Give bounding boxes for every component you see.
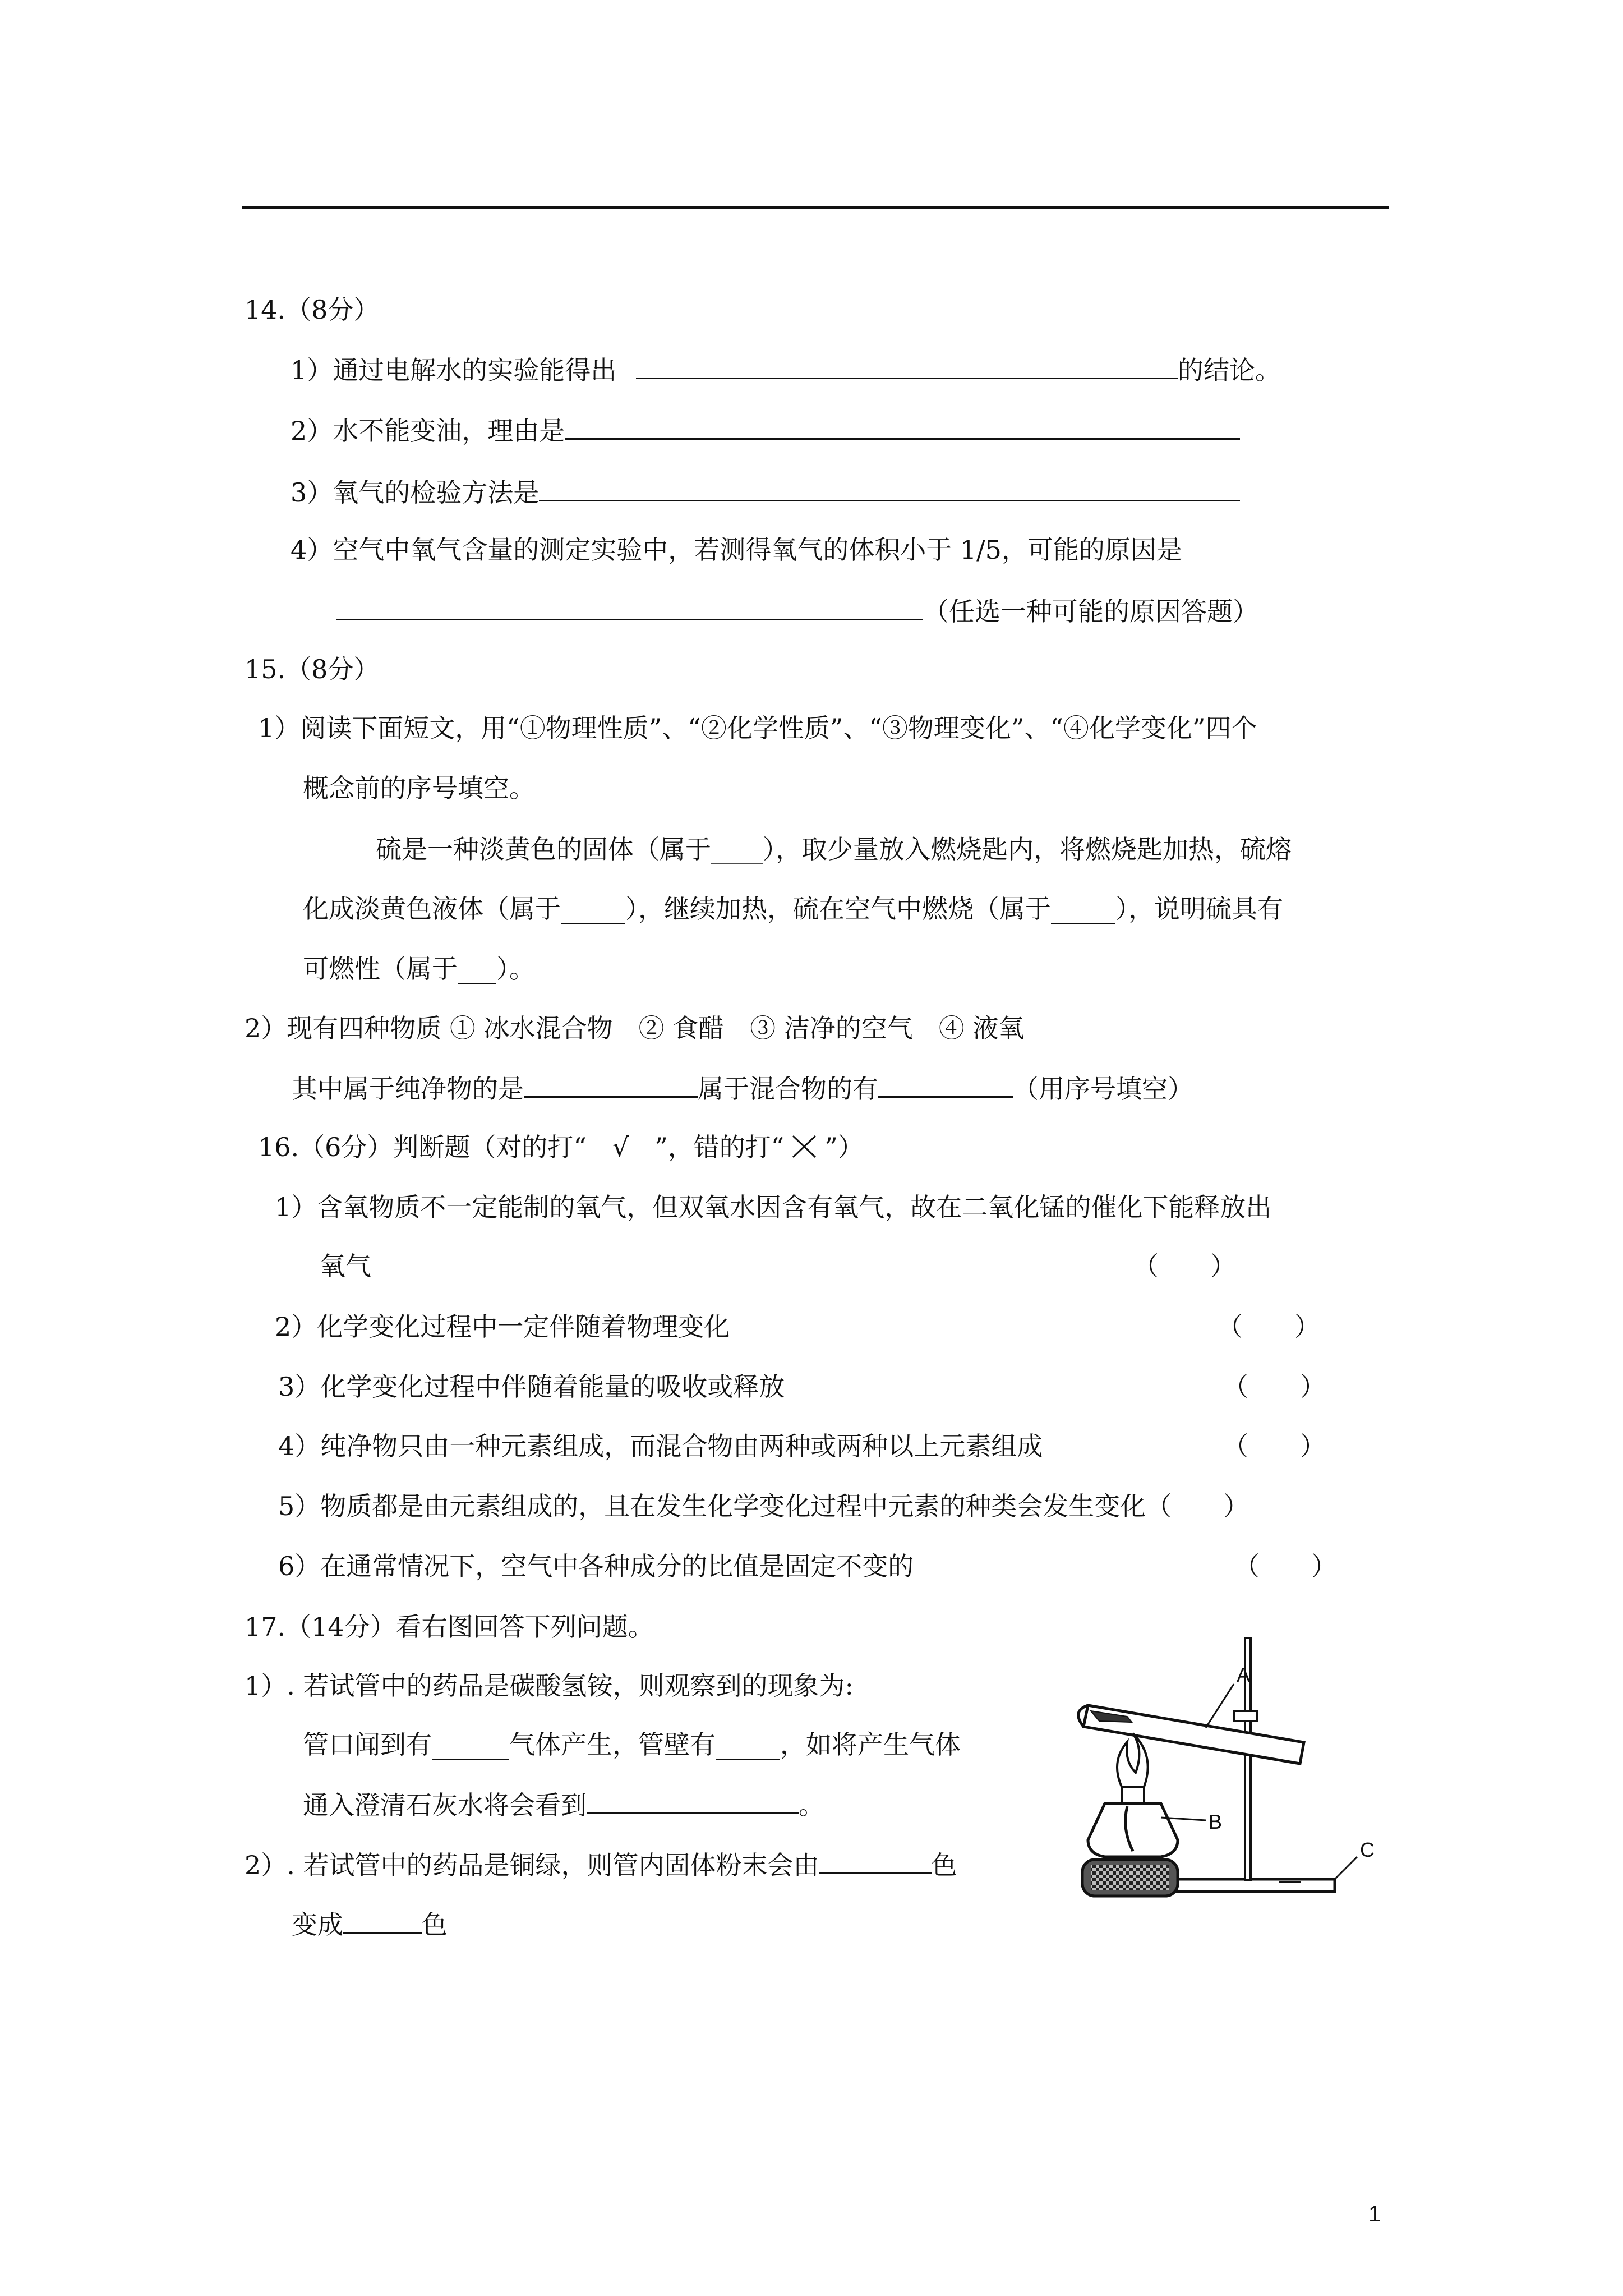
q16-item-6: 6）在通常情况下，空气中各种成分的比值是固定不变的 — [278, 1551, 914, 1581]
q17-item-1-line-3 — [303, 1787, 824, 1822]
answer-paren[interactable]: （ ） — [1217, 1312, 1320, 1342]
q17-becomes-text: 变成 — [292, 1910, 343, 1940]
q16-item-1-cont: 氧气 — [320, 1251, 371, 1281]
q15-item-1: 1）阅读下面短文，用“①物理性质”、“②化学性质”、“③物理变化”、“④化学变化”四个 — [258, 713, 1257, 743]
q14-item-2 — [291, 412, 1240, 448]
alcohol-lamp — [1088, 1787, 1178, 1857]
answer-paren[interactable]: （ ） — [1234, 1551, 1337, 1581]
header-rule — [242, 206, 1389, 209]
q15-passage-line-2: 化成淡黄色液体（属于_____），继续加热，硫在空气中燃烧（属于_____），说明硫具有 — [303, 894, 1283, 924]
q16-item-2: 2）化学变化过程中一定伴随着物理变化 — [275, 1312, 730, 1342]
label-a: A — [1237, 1663, 1251, 1686]
q14-title: 14.（8分） — [245, 295, 380, 325]
q14-item-1-text: 1）通过电解水的实验能得出 — [291, 355, 617, 385]
q16-item-3: 3）化学变化过程中伴随着能量的吸收或释放 — [278, 1372, 785, 1402]
q15-pure-label: 其中属于纯净物的是 — [292, 1074, 524, 1104]
q14-item-2-text: 2）水不能变油，理由是 — [291, 416, 565, 446]
q16-title-suffix: ”） — [824, 1132, 864, 1162]
q16-title — [258, 1130, 864, 1164]
q14-item-4-answer — [336, 593, 1258, 628]
answer-blank[interactable] — [343, 1906, 422, 1934]
label-c: C — [1360, 1838, 1375, 1861]
q15-mixture-label: 属于混合物的有 — [698, 1074, 878, 1104]
q16-item-1: 1）含氧物质不一定能制的氧气，但双氧水因含有氧气，故在二氧化锰的催化下能释放出 — [275, 1192, 1272, 1222]
q14-item-3 — [291, 474, 1240, 509]
q15-note: （用序号填空） — [1013, 1074, 1193, 1104]
label-b: B — [1209, 1810, 1223, 1833]
q15-item-1-cont: 概念前的序号填空。 — [303, 773, 535, 803]
answer-blank[interactable] — [539, 474, 1240, 501]
q14-item-1 — [291, 352, 1281, 387]
page-number: 1 — [1368, 2202, 1381, 2226]
cross-mark-icon — [790, 1134, 819, 1159]
q16-item-5: 5）物质都是由元素组成的，且在发生化学变化过程中元素的种类会发生变化（ ） — [278, 1491, 1249, 1521]
q14-item-1-suffix: 的结论。 — [1177, 355, 1281, 385]
q17-item-2 — [245, 1847, 957, 1882]
answer-blank[interactable] — [524, 1070, 698, 1098]
q14-item-4-note: （任选一种可能的原因答题） — [923, 596, 1258, 627]
answer-blank[interactable] — [819, 1847, 932, 1874]
answer-blank[interactable] — [587, 1787, 799, 1814]
q17-title: 17.（14分）看右图回答下列问题。 — [245, 1612, 654, 1642]
q16-item-4: 4）纯净物只由一种元素组成，而混合物由两种或两种以上元素组成 — [278, 1431, 1043, 1461]
q15-passage-line-1: 硫是一种淡黄色的固体（属于____），取少量放入燃烧匙内，将燃烧匙加热，硫熔 — [376, 834, 1292, 864]
q15-passage-line-3: 可燃性（属于___）。 — [303, 954, 535, 984]
q17-color-suffix: 色 — [931, 1850, 957, 1880]
answer-blank[interactable] — [878, 1070, 1013, 1098]
q17-limewater-text: 通入澄清石灰水将会看到 — [303, 1790, 587, 1820]
q14-item-3-text: 3）氧气的检验方法是 — [291, 477, 540, 508]
test-tube — [1078, 1705, 1304, 1764]
q15-item-2: 2）现有四种物质 ① 冰水混合物 ② 食醋 ③ 洁净的空气 ④ 液氧 — [245, 1013, 1025, 1043]
q17-item-1: 1）. 若试管中的药品是碳酸氢铵，则观察到的现象为: — [245, 1671, 854, 1701]
q15-title: 15.（8分） — [245, 654, 380, 684]
q17-item-2-text: 2）. 若试管中的药品是铜绿，则管内固体粉末会由 — [245, 1850, 819, 1880]
wooden-block — [1082, 1860, 1178, 1896]
flame — [1117, 1733, 1148, 1787]
q16-title-text: 16.（6分）判断题（对的打“ √ ”，错的打“ — [258, 1132, 785, 1162]
answer-blank[interactable] — [336, 593, 923, 620]
q17-period: 。 — [799, 1790, 824, 1820]
answer-blank[interactable] — [565, 412, 1240, 440]
answer-blank[interactable] — [636, 352, 1178, 379]
q15-item-2-answer — [292, 1070, 1193, 1106]
q17-item-1-line-2: 管口闻到有______气体产生，管壁有_____，如将产生气体 — [303, 1729, 961, 1760]
answer-paren[interactable]: （ ） — [1133, 1251, 1236, 1281]
clamp — [1234, 1711, 1257, 1721]
heating-apparatus-diagram — [1066, 1632, 1413, 1913]
q14-item-4: 4）空气中氧气含量的测定实验中，若测得氧气的体积小于 1/5，可能的原因是 — [291, 535, 1182, 565]
answer-paren[interactable]: （ ） — [1223, 1372, 1326, 1402]
q17-item-2-line-2 — [292, 1906, 448, 1941]
answer-paren[interactable]: （ ） — [1223, 1431, 1326, 1461]
q17-color-suffix-2: 色 — [422, 1910, 448, 1940]
